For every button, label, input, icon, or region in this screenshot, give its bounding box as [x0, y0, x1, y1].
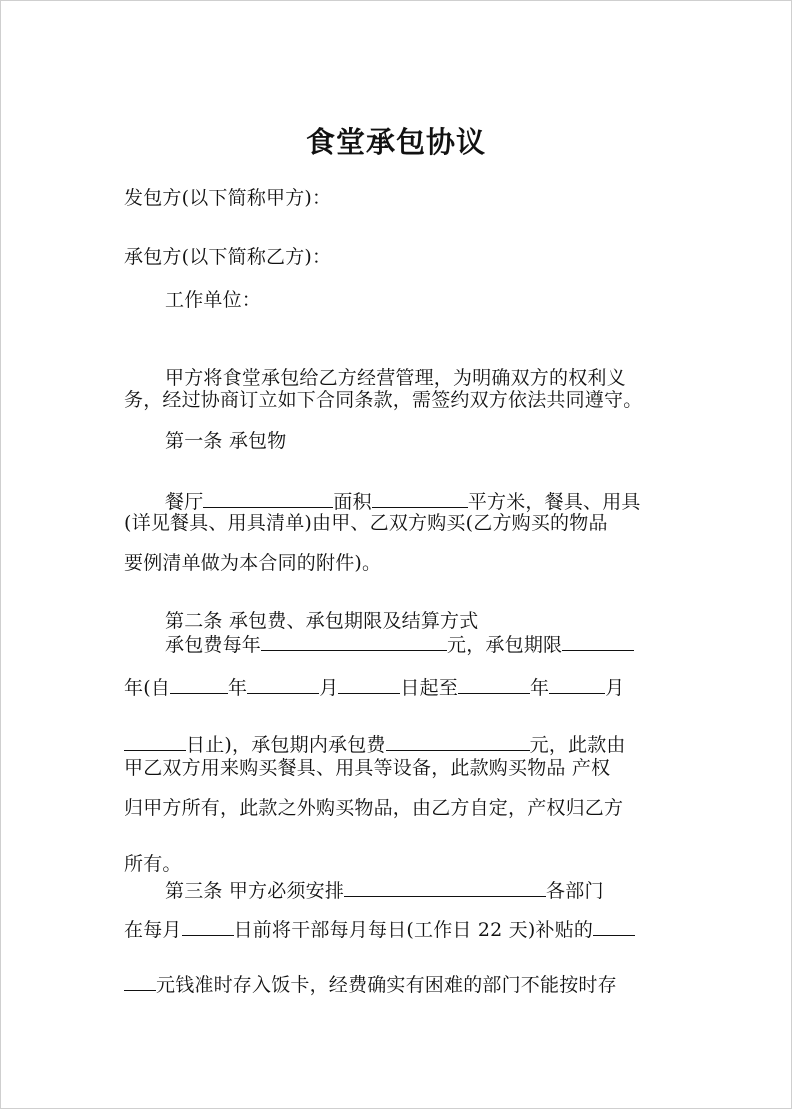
line-intro-2: 务，经过协商订立如下合同条款，需签约双方依法共同遵守。 — [124, 389, 643, 411]
line-term-fee — [124, 732, 684, 757]
text-annual-fee: 承包费每年 — [165, 634, 262, 656]
line-ownership: 归甲方所有，此款之外购买物品，由乙方自定，产权归乙方 — [124, 797, 624, 819]
line-appendix: 要例清单做为本合同的附件)。 — [124, 552, 382, 574]
blank-field — [124, 972, 156, 991]
blank-field — [372, 489, 468, 508]
text-payment: 元，此款由 — [529, 734, 626, 756]
text-term: 元，承包期限 — [447, 634, 563, 656]
blank-field — [458, 675, 530, 694]
line-annual-fee — [165, 632, 725, 657]
line-ownership-end: 所有。 — [124, 853, 182, 875]
line-party-a: 发包方(以下简称甲方)： — [124, 187, 332, 209]
blank-field — [170, 675, 228, 694]
blank-field — [549, 675, 605, 694]
text-article-3: 第三条 甲方必须安排 — [165, 880, 345, 902]
text-sqm: 平方米，餐具、用具 — [467, 491, 641, 513]
article-1-heading: 第一条 承包物 — [165, 430, 287, 452]
blank-field — [386, 732, 530, 751]
blank-field — [344, 878, 546, 897]
blank-field — [247, 675, 319, 694]
blank-field — [203, 489, 333, 508]
text-monthly: 在每月 — [124, 919, 182, 941]
text-year: 年 — [530, 677, 550, 699]
line-work-unit: 工作单位： — [165, 289, 262, 311]
text-from-year: 年(自 — [124, 677, 171, 699]
line-party-b: 承包方(以下简称乙方)： — [124, 246, 332, 268]
text-area: 面积 — [333, 491, 372, 513]
line-monthly-subsidy — [124, 917, 684, 942]
text-restaurant: 餐厅 — [165, 491, 204, 513]
text-subsidy: 日前将干部每月每日(工作日 22 天)补贴的 — [233, 919, 594, 941]
text-year: 年 — [228, 677, 248, 699]
blank-field — [562, 632, 634, 651]
article-2-heading: 第二条 承包费、承包期限及结算方式 — [165, 610, 479, 632]
blank-field — [338, 675, 400, 694]
text-meal-card: 元钱准时存入饭卡，经费确实有困难的部门不能按时存 — [156, 974, 617, 996]
line-equipment: 甲乙双方用来购买餐具、用具等设备，此款购买物品 产权 — [124, 757, 611, 779]
text-departments: 各部门 — [546, 880, 604, 902]
blank-field — [261, 632, 447, 651]
line-intro-1: 甲方将食堂承包给乙方经营管理，为明确双方的权利义 — [165, 367, 626, 389]
blank-field — [124, 732, 186, 751]
blank-field — [593, 917, 635, 936]
document-title: 食堂承包协议 — [305, 125, 486, 159]
text-month: 月 — [605, 677, 625, 699]
article-3-heading — [165, 878, 725, 903]
line-tableware-list: (详见餐具、用具清单)由甲、乙双方购买(乙方购买的物品 — [124, 512, 608, 534]
blank-field — [182, 917, 234, 936]
text-day-end: 日止)，承包期内承包费 — [186, 734, 386, 756]
line-term-dates — [124, 675, 684, 700]
text-day-to: 日起至 — [400, 677, 459, 699]
text-month: 月 — [319, 677, 339, 699]
line-meal-card — [124, 972, 684, 997]
